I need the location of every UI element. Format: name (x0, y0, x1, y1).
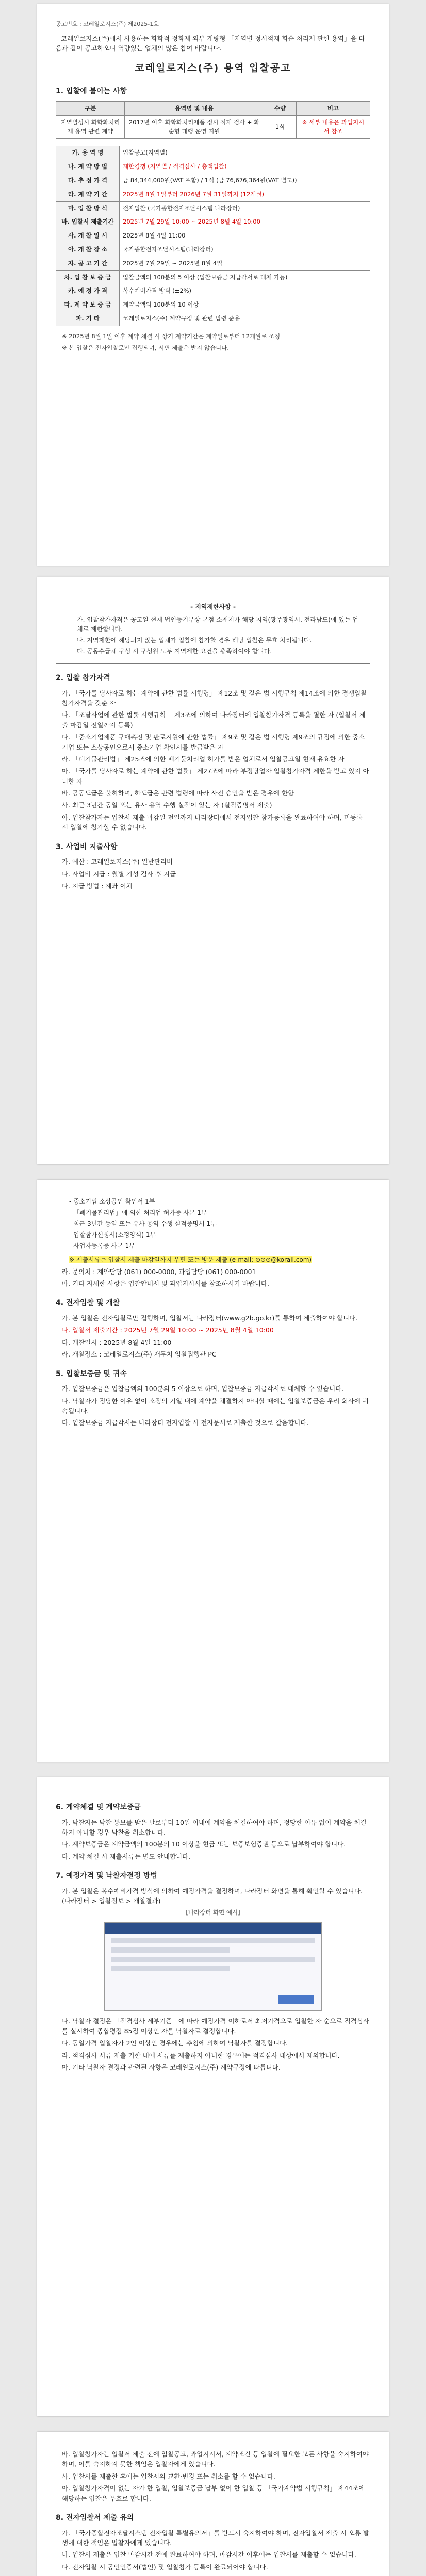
list-item: 바. 공동도급은 불허하며, 하도급은 관련 법령에 따라 사전 승인을 받은 경우에 한함 (62, 789, 294, 798)
list-item: 아. 입찰참가자격이 없는 자가 한 입찰, 입찰보증금 납부 없이 한 입찰 등 「국가계약법 시행규칙」 제44조에 해당하는 입찰은 무효로 합니다. (62, 2484, 365, 2502)
list-item: 다. 「중소기업제품 구매촉진 및 판로지원에 관한 법률」 제9조 및 같은 법 시행령 제9조의 규정에 의한 중소기업 또는 소상공인으로서 중소기업 확인서를 발급받은 자 (62, 733, 365, 751)
detail-value: 복수예비가격 방식 (±2%) (120, 284, 370, 298)
box-item: 가. 입찰참가자격은 공고일 현재 법인등기부상 본점 소재지가 해당 지역(광주광역시, 전라남도)에 있는 업체로 제한합니다. (77, 616, 358, 633)
table-row (56, 270, 370, 284)
list-item: 가. 본 입찰은 복수예비가격 방식에 의하여 예정가격을 결정하며, 나라장터 화면을 통해 확인할 수 있습니다. (나라장터 > 입찰정보 > 개찰결과) (62, 1887, 363, 1905)
list-item: - 입찰참가신청서(소정양식) 1부 (69, 1231, 156, 1239)
highlighted-note: ※ 제출서류는 입찰서 제출 마감일까지 우편 또는 방문 제출 (e-mail: ⊙⊙⊙@korail.com) (69, 1256, 312, 1263)
note-line: ※ 본 입찰은 전자입찰로만 집행되며, 서면 제출은 받지 않습니다. (62, 344, 229, 351)
list-item: 마. 기타 자세한 사항은 입찰안내서 및 과업지시서를 참조하시기 바랍니다. (62, 1279, 269, 1287)
notice-number: 공고번호 : 코레일로지스(주) 제2025-1호 (56, 21, 159, 27)
list-item: 라. 적격심사 서류 제출 기한 내에 서류를 제출하지 아니한 경우에는 적격심사 대상에서 제외합니다. (62, 2051, 340, 2059)
detail-label: 차. 입 찰 보 증 금 (56, 270, 120, 284)
detail-label: 가. 용 역 명 (56, 146, 120, 160)
service-summary-table (56, 101, 370, 139)
list-item: 가. 「국가종합전자조달시스템 전자입찰 특별유의서」를 반드시 숙지하여야 하며, 전자입찰서 제출 시 오류 발생에 대한 책임은 입찰자에게 있습니다. (62, 2529, 369, 2547)
list-item: 나. 낙찰자 결정은 「적격심사 세부기준」에 따라 예정가격 이하로서 최저가격으로 입찰한 자 순으로 적격심사를 실시하여 종합평점 85점 이상인 자를 낙찰자로 결정합니다. (62, 2017, 369, 2035)
table-row (56, 229, 370, 243)
table-row (56, 298, 370, 312)
box-item: 다. 공동수급체 구성 시 구성원 모두 지역제한 요건을 충족하여야 합니다. (77, 648, 272, 655)
table-row (56, 284, 370, 298)
list-item: 가. 낙찰자는 낙찰 통보를 받은 날로부터 10일 이내에 계약을 체결하여야 하며, 정당한 이유 없이 계약을 체결하지 아니할 경우 낙찰을 취소합니다. (62, 1818, 367, 1837)
document-page-2 (37, 577, 389, 1164)
table-row (56, 160, 370, 174)
list-item: 사. 최근 3년간 동일 또는 유사 용역 수행 실적이 있는 자 (실적증명서 제출) (62, 801, 272, 809)
document-page-4 (37, 1777, 389, 2416)
list-item: 나. 낙찰자가 정당한 이유 없이 소정의 기일 내에 계약을 체결하지 아니할 때에는 입찰보증금은 우리 회사에 귀속됩니다. (62, 1397, 369, 1415)
list-item: 가. 본 입찰은 전자입찰로만 집행하며, 입찰서는 나라장터(www.g2b.go.kr)를 통하여 제출하여야 합니다. (62, 1314, 358, 1322)
detail-label: 사. 개 찰 일 시 (56, 229, 120, 243)
table-row (56, 146, 370, 160)
list-item: 가. 「국가를 당사자로 하는 계약에 관한 법률 시행령」 제12조 및 같은 법 시행규칙 제14조에 의한 경쟁입찰 참가자격을 갖춘 자 (62, 689, 367, 707)
section-1-title: 1. 입찰에 붙이는 사항 (56, 87, 127, 96)
table-header-quantity: 수량 (264, 101, 297, 115)
detail-label: 다. 추 정 가 격 (56, 174, 120, 188)
list-item: 라. 개찰장소 : 코레일로지스(주) 재무처 입찰집행관 PC (62, 1350, 217, 1359)
section-2-title: 2. 입찰 참가자격 (56, 673, 110, 682)
regional-restriction-box (56, 597, 370, 664)
detail-label: 라. 계 약 기 간 (56, 188, 120, 201)
table-cell-note: ※ 세부 내용은 과업지시서 참조 (297, 115, 370, 139)
table-row (56, 312, 370, 326)
detail-value: 2025년 7월 29일 ~ 2025년 8월 4일 (120, 257, 370, 270)
section-8-title: 8. 전자입찰서 제출 유의 (56, 2513, 134, 2522)
section-5-title: 5. 입찰보증금 및 귀속 (56, 1369, 127, 1378)
list-item: - 중소기업 소상공인 확인서 1부 (69, 1198, 155, 1205)
list-item: 바. 입찰참가자는 입찰서 제출 전에 입찰공고, 과업지시서, 계약조건 등 입찰에 필요한 모든 사항을 숙지하여야 하며, 이를 숙지하지 못한 책임은 입찰자에게 있습니다. (62, 2450, 369, 2468)
document-page-3 (37, 1180, 389, 1762)
detail-label: 마. 입 찰 방 식 (56, 201, 120, 215)
list-item: 다. 동일가격 입찰자가 2인 이상인 경우에는 추첨에 의하여 낙찰자를 결정합니다. (62, 2039, 288, 2047)
table-row (56, 115, 370, 139)
detail-value: 2025년 8월 4일 11:00 (120, 229, 370, 243)
list-item: 가. 입찰보증금은 입찰금액의 100분의 5 이상으로 하며, 입찰보증금 지급각서로 대체할 수 있습니다. (62, 1385, 344, 1393)
list-item: 다. 전자입찰 시 공인인증서(법인) 및 입찰참가 등록이 완료되어야 합니다. (62, 2563, 268, 2571)
list-item: 마. 기타 낙찰자 결정과 관련된 사항은 코레일로지스(주) 계약규정에 따릅니다. (62, 2063, 281, 2071)
box-title: - 지역제한사항 - (190, 603, 236, 611)
detail-value: 전자입찰 (국가종합전자조달시스템 나라장터) (120, 201, 370, 215)
image-caption: [나라장터 화면 예시] (186, 1908, 240, 1916)
table-row (56, 243, 370, 257)
document-page-5 (37, 2432, 389, 2576)
table-cell-desc: 2017년 이후 화학화처리제품 정시 적재 검사 + 화순형 대행 운영 지원 (125, 115, 264, 139)
list-item: 나. 입찰서 제출은 입찰 마감시간 전에 완료하여야 하며, 마감시간 이후에는 입찰서를 제출할 수 없습니다. (62, 2551, 356, 2559)
box-item: 나. 지역제한에 해당되지 않는 업체가 입찰에 참가할 경우 해당 입찰은 무효 처리됩니다. (77, 636, 312, 644)
section-4-title: 4. 전자입찰 및 개찰 (56, 1299, 120, 1308)
intro-paragraph: 코레일로지스(주)에서 사용하는 화학적 정화제 외부 개량형 「지역별 정시적재 화순 처리제 관련 용역」을 다음과 같이 공고하오니 역량있는 업체의 많은 참여 바랍니다. (56, 35, 365, 53)
detail-value: 제한경쟁 (지역별 / 적격심사 / 총액입찰) (120, 160, 370, 174)
detail-value: 계약금액의 100분의 10 이상 (120, 298, 370, 312)
list-item: 라. 「폐기물관리법」 제25조에 의한 폐기물처리업 허가를 받은 업체로서 입찰공고일 현재 유효한 자 (62, 755, 345, 763)
list-item: 다. 개찰일시 : 2025년 8월 4일 11:00 (62, 1338, 172, 1346)
list-item: 아. 입찰참가자는 입찰서 제출 마감일 전일까지 나라장터에서 전자입찰 참가등록을 완료하여야 하며, 미등록 시 입찰에 참가할 수 없습니다. (62, 813, 363, 832)
detail-label: 바. 입찰서 제출기간 (56, 215, 120, 229)
table-row (56, 174, 370, 188)
list-item: 마. 「국가를 당사자로 하는 계약에 관한 법률」 제27조에 따라 부정당업자 입찰참가자격 제한을 받고 있지 아니한 자 (62, 767, 369, 785)
detail-label: 파. 기 타 (56, 312, 120, 326)
list-item: - 「폐기물관리법」에 의한 처리업 허가증 사본 1부 (69, 1209, 207, 1216)
list-item: 나. 계약보증금은 계약금액의 100분의 10 이상을 현금 또는 보증보험증권 등으로 납부하여야 합니다. (62, 1840, 346, 1849)
table-row (56, 188, 370, 201)
bid-detail-table (56, 146, 370, 326)
section-6-title: 6. 계약체결 및 계약보증금 (56, 1803, 141, 1811)
section-7-title: 7. 예정가격 및 낙찰자결정 방법 (56, 1872, 157, 1880)
detail-value: 입찰금액의 100분의 5 이상 (입찰보증금 지급각서로 대체 가능) (120, 270, 370, 284)
detail-value: 2025년 8월 1일부터 2026년 7월 31일까지 (12개월) (120, 188, 370, 201)
table-cell-qty: 1식 (264, 115, 297, 139)
detail-label: 나. 계 약 방 법 (56, 160, 120, 174)
list-item: 다. 계약 체결 시 제출서류는 별도 안내합니다. (62, 1852, 191, 1860)
g2b-screenshot-image (104, 1922, 322, 2011)
list-item: - 최근 3년간 동일 또는 유사 용역 수행 실적증명서 1부 (69, 1220, 217, 1228)
detail-value: 국가종합전자조달시스템(나라장터) (120, 243, 370, 257)
list-item: 라. 문의처 : 계약담당 (061) 000-0000, 과업담당 (061) 000-0001 (62, 1267, 256, 1276)
section-3-title: 3. 사업비 지출사항 (56, 842, 118, 851)
detail-label: 자. 공 고 기 간 (56, 257, 120, 270)
detail-label: 아. 개 찰 장 소 (56, 243, 120, 257)
page-title: 코레일로지스(주) 용역 입찰공고 (135, 62, 291, 74)
table-row (56, 215, 370, 229)
list-item: 나. 사업비 지급 : 월별 기성 검사 후 지급 (62, 870, 176, 878)
document-page-1 (37, 4, 389, 566)
detail-label: 타. 계 약 보 증 금 (56, 298, 120, 312)
table-row (56, 201, 370, 215)
table-header-description: 용역명 및 내용 (125, 101, 264, 115)
detail-label: 카. 예 정 가 격 (56, 284, 120, 298)
table-header-note: 비고 (297, 101, 370, 115)
list-item: 나. 「조달사업에 관한 법률 시행규칙」 제3조에 의하여 나라장터에 입찰참가자격 등록을 필한 자 (입찰서 제출 마감일 전일까지 등록) (62, 711, 366, 729)
detail-value: 입찰공고(지역별) (120, 146, 370, 160)
list-item: 다. 입찰보증금 지급각서는 나라장터 전자입찰 시 전자문서로 제출한 것으로 갈음합니다. (62, 1419, 309, 1427)
list-item: 다. 지급 방법 : 계좌 이체 (62, 882, 133, 890)
note-line: ※ 2025년 8월 1일 이후 계약 체결 시 상기 계약기간은 계약일로부터 12개월로 조정 (62, 332, 281, 340)
table-cell-name: 지역별성시 화학화처리제 용역 관련 계약 (56, 115, 125, 139)
detail-value: 2025년 7월 29일 10:00 ~ 2025년 8월 4일 10:00 (120, 215, 370, 229)
table-header-category: 구분 (56, 101, 125, 115)
list-item: 사. 입찰서를 제출한 후에는 입찰서의 교환·변경 또는 취소를 할 수 없습니다. (62, 2472, 275, 2480)
table-row (56, 257, 370, 270)
detail-value: 금 84,344,000원(VAT 포함) / 1식 (금 76,676,364원(VAT 별도)) (120, 174, 370, 188)
list-item: - 사업자등록증 사본 1부 (69, 1242, 135, 1250)
list-item: 가. 예산 : 코레일로지스(주) 일반관리비 (62, 858, 173, 866)
list-item: 나. 입찰서 제출기간 : 2025년 7월 29일 10:00 ~ 2025년 8월 4일 10:00 (62, 1326, 274, 1334)
detail-value: 코레일로지스(주) 계약규정 및 관련 법령 준용 (120, 312, 370, 326)
